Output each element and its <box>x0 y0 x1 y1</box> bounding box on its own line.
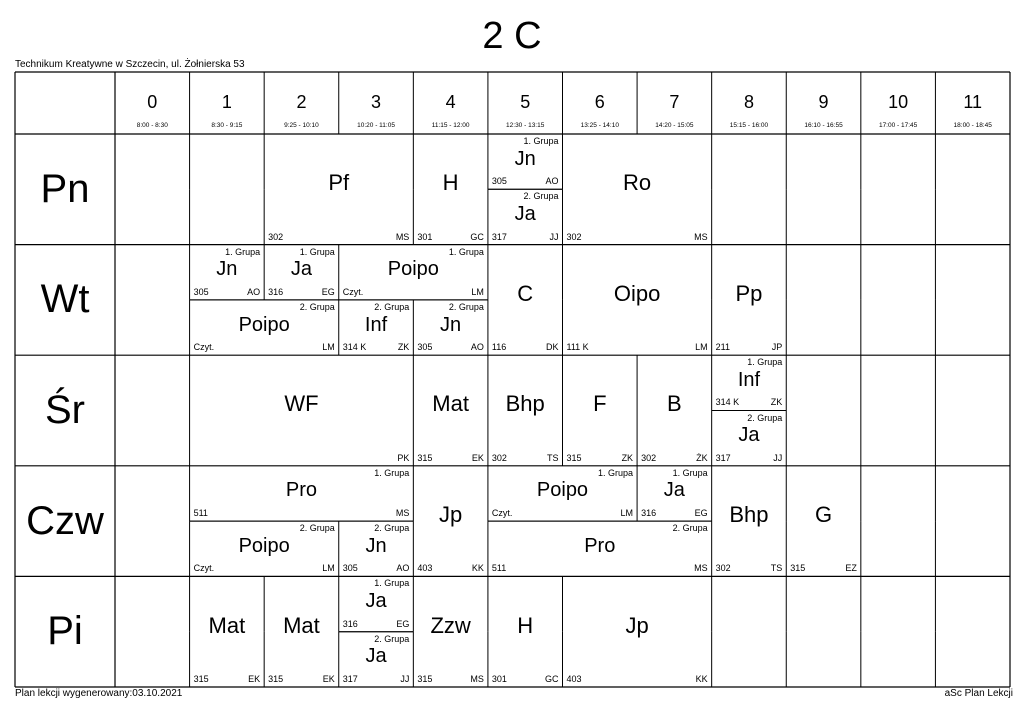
lesson-cell <box>712 411 787 466</box>
lesson-room: 305 <box>193 286 209 297</box>
lesson-cell <box>488 466 637 521</box>
lesson-subject: Ja <box>514 202 536 225</box>
lesson-group: 2. Grupa <box>747 412 783 423</box>
lesson-room: 302 <box>641 452 657 463</box>
lesson-teacher: EK <box>322 673 335 684</box>
lesson-teacher: LM <box>471 286 484 297</box>
lesson-group: 2. Grupa <box>374 633 410 644</box>
lesson-cell <box>339 300 414 355</box>
lesson-teacher: EG <box>321 286 335 297</box>
lesson-teacher: JJ <box>773 452 783 463</box>
period-header <box>712 72 787 134</box>
lesson-teacher: TS <box>546 452 559 463</box>
lesson-room: 316 <box>342 618 358 629</box>
lesson-group: 2. Grupa <box>299 301 335 312</box>
lesson-cell <box>563 576 712 687</box>
lesson-subject: Jn <box>440 313 462 336</box>
period-number: 10 <box>888 92 909 112</box>
period-header <box>861 72 936 134</box>
lesson-subject: C <box>517 280 534 306</box>
lesson-subject: Poipo <box>387 258 439 281</box>
lesson-room: 314 K <box>342 342 367 353</box>
timetable-grid <box>15 72 1010 687</box>
lesson-subject: Mat <box>432 391 469 417</box>
lesson-teacher: TS <box>770 563 783 574</box>
lesson-group: 2. Grupa <box>448 301 484 312</box>
lesson-room: 315 <box>417 673 433 684</box>
day-label: Czw <box>26 498 104 543</box>
lesson-teacher: AO <box>396 563 410 574</box>
lesson-teacher: MS <box>694 563 708 574</box>
lesson-room: 315 <box>193 673 209 684</box>
lesson-cell <box>488 521 712 576</box>
period-number: 7 <box>669 92 680 112</box>
lesson-room: 316 <box>268 286 284 297</box>
period-number: 2 <box>296 92 307 112</box>
period-number: 3 <box>371 92 382 112</box>
lesson-group: 1. Grupa <box>598 467 634 478</box>
lesson-cell <box>488 576 563 687</box>
period-header <box>637 72 712 134</box>
lesson-cell <box>413 355 488 466</box>
lesson-teacher: LM <box>322 342 335 353</box>
lesson-teacher: LM <box>695 342 708 353</box>
lesson-subject: WF <box>284 391 319 417</box>
lesson-room: 301 <box>491 673 507 684</box>
lesson-teacher: EK <box>248 673 261 684</box>
lesson-subject: Ja <box>290 258 312 281</box>
lesson-subject: Oipo <box>613 280 661 306</box>
lesson-teacher: EZ <box>845 563 857 574</box>
lesson-cell <box>413 466 488 577</box>
lesson-subject: Bhp <box>729 502 769 528</box>
lesson-cell <box>264 245 339 300</box>
lesson-room: 302 <box>715 563 731 574</box>
lesson-room: 317 <box>342 673 358 684</box>
school-name: Technikum Kreatywne w Szczecin, ul. Żołnierska 53 <box>15 59 245 70</box>
lesson-subject: G <box>814 502 833 528</box>
lesson-subject: Ja <box>365 645 387 668</box>
lesson-subject: Pro <box>285 479 318 502</box>
lesson-teacher: EG <box>396 618 410 629</box>
lesson-cell <box>339 521 414 576</box>
lesson-room: 317 <box>491 231 507 242</box>
generated-note: Plan lekcji wygenerowany:03.10.2021 <box>15 688 183 699</box>
lesson-room: 315 <box>417 452 433 463</box>
lesson-cell <box>190 300 339 355</box>
lesson-teacher: EG <box>694 508 708 519</box>
lesson-subject: Inf <box>364 313 388 336</box>
lesson-subject: Poipo <box>536 479 589 502</box>
lesson-subject: Ja <box>663 479 685 502</box>
period-header <box>786 72 861 134</box>
lesson-group: 1. Grupa <box>374 467 410 478</box>
period-header <box>339 72 414 134</box>
period-number: 0 <box>147 92 158 112</box>
period-time: 10:20 - 11:05 <box>357 122 395 129</box>
day-label: Śr <box>45 387 85 432</box>
period-time: 11:15 - 12:00 <box>431 122 470 129</box>
lesson-cell <box>264 576 339 687</box>
lesson-cell <box>712 466 787 577</box>
lesson-subject: B <box>667 391 682 417</box>
lesson-teacher: PK <box>397 452 410 463</box>
lesson-cell <box>637 466 712 521</box>
lesson-cell <box>413 576 488 687</box>
lesson-teacher: DK <box>545 342 559 353</box>
period-header <box>190 72 265 134</box>
lesson-subject: Jp <box>625 612 649 638</box>
lesson-teacher: MS <box>395 508 410 519</box>
lesson-subject: Mat <box>208 612 246 638</box>
lesson-teacher: JJ <box>400 673 410 684</box>
lesson-subject: Bhp <box>505 391 545 417</box>
lesson-room: 302 <box>491 452 507 463</box>
lesson-room: 403 <box>566 673 582 684</box>
lesson-teacher: JJ <box>549 231 559 242</box>
period-header <box>563 72 638 134</box>
lesson-room: 302 <box>268 231 284 242</box>
lesson-cell <box>488 245 563 356</box>
lesson-cell <box>190 355 414 466</box>
lesson-group: 2. Grupa <box>523 191 559 202</box>
lesson-room: 511 <box>491 563 507 574</box>
period-header <box>935 72 1010 134</box>
lesson-teacher: LM <box>620 508 634 519</box>
lesson-group: 1. Grupa <box>672 467 708 478</box>
period-number: 5 <box>520 92 531 112</box>
day-label: Pn <box>40 166 90 211</box>
lesson-cell <box>563 245 712 356</box>
lesson-room: 302 <box>566 231 582 242</box>
lesson-room: 315 <box>268 673 284 684</box>
lesson-cell <box>712 245 787 356</box>
lesson-subject: Zzw <box>430 612 471 638</box>
lesson-teacher: ZK <box>397 342 410 353</box>
lesson-room: 315 <box>790 563 806 574</box>
lesson-teacher: ZK <box>770 397 783 408</box>
period-number: 11 <box>963 92 983 112</box>
lesson-subject: Ja <box>738 424 760 447</box>
lesson-room: Czyt. <box>193 342 215 353</box>
lesson-group: 2. Grupa <box>374 523 410 534</box>
lesson-cell <box>563 134 712 245</box>
lesson-subject: Inf <box>737 368 761 391</box>
lesson-teacher: LM <box>322 563 335 574</box>
lesson-room: 116 <box>491 342 507 353</box>
period-time: 8:30 - 9:15 <box>211 122 243 129</box>
lesson-subject: Mat <box>283 612 320 638</box>
lesson-teacher: AO <box>247 286 261 297</box>
lesson-teacher: MS <box>395 231 410 242</box>
lesson-cell <box>712 355 787 410</box>
lesson-room: Czyt. <box>342 286 364 297</box>
lesson-subject: Jn <box>216 258 238 281</box>
lesson-teacher: KK <box>695 673 708 684</box>
lesson-group: 1. Grupa <box>448 246 484 257</box>
lesson-subject: Poipo <box>238 534 290 557</box>
period-number: 4 <box>445 92 456 112</box>
lesson-cell <box>786 466 861 577</box>
lesson-cell <box>339 245 488 300</box>
day-label: Wt <box>40 277 90 322</box>
lesson-cell <box>563 355 638 466</box>
lesson-teacher: GC <box>544 673 559 684</box>
lesson-teacher: KK <box>471 563 484 574</box>
lesson-teacher: GC <box>470 231 484 242</box>
period-time: 8:00 - 8:30 <box>136 122 168 129</box>
lesson-cell <box>488 134 563 189</box>
lesson-room: 315 <box>566 452 582 463</box>
day-label: Pi <box>47 609 83 654</box>
lesson-room: 301 <box>417 231 433 242</box>
lesson-cell <box>339 576 414 631</box>
period-header <box>413 72 488 134</box>
lesson-group: 2. Grupa <box>672 523 708 534</box>
period-time: 17:00 - 17:45 <box>878 122 918 129</box>
lesson-subject: Jp <box>438 502 463 528</box>
lesson-group: 1. Grupa <box>225 246 261 257</box>
lesson-room: 305 <box>491 176 507 187</box>
lesson-cell <box>413 134 488 245</box>
lesson-subject: F <box>593 391 607 417</box>
lesson-room: 211 <box>715 342 731 353</box>
lesson-room: 305 <box>417 342 433 353</box>
lesson-group: 1. Grupa <box>747 357 783 368</box>
lesson-teacher: AO <box>470 342 484 353</box>
lesson-room: 314 K <box>715 397 740 408</box>
lesson-subject: Ro <box>623 170 652 196</box>
period-number: 1 <box>221 92 232 112</box>
lesson-teacher: EK <box>471 452 484 463</box>
lesson-subject: H <box>517 612 534 638</box>
lesson-subject: Pro <box>584 534 616 557</box>
period-time: 13:25 - 14:10 <box>580 122 619 129</box>
lesson-subject: Pf <box>328 170 350 196</box>
lesson-cell <box>190 245 265 300</box>
period-time: 18:00 - 18:45 <box>953 122 992 129</box>
lesson-subject: Jn <box>365 534 387 557</box>
lesson-subject: H <box>442 170 459 196</box>
lesson-cell <box>190 466 414 521</box>
lesson-room: Czyt. <box>193 563 215 574</box>
period-header <box>264 72 339 134</box>
period-time: 16:10 - 16:55 <box>804 122 843 129</box>
lesson-room: 305 <box>342 563 358 574</box>
lesson-room: 111 K <box>566 342 589 353</box>
lesson-cell <box>190 521 339 576</box>
period-time: 9:25 - 10:10 <box>284 122 319 129</box>
period-time: 15:15 - 16:00 <box>729 122 769 129</box>
period-header <box>115 72 190 134</box>
period-number: 9 <box>818 92 829 112</box>
lesson-teacher: JP <box>771 342 783 353</box>
lesson-group: 2. Grupa <box>299 523 335 534</box>
lesson-cell <box>190 576 265 687</box>
lesson-group: 2. Grupa <box>374 301 410 312</box>
lesson-teacher: ZK <box>621 452 634 463</box>
lesson-subject: Pp <box>735 280 763 306</box>
lesson-group: 1. Grupa <box>523 136 559 146</box>
page-title: 2 C <box>482 15 542 57</box>
lesson-subject: Ja <box>365 590 387 613</box>
lesson-teacher: MS <box>470 673 484 684</box>
lesson-subject: Poipo <box>238 313 290 336</box>
lesson-teacher: AO <box>545 176 559 187</box>
lesson-room: 511 <box>193 508 208 519</box>
lesson-room: 403 <box>417 563 433 574</box>
lesson-cell <box>339 632 414 687</box>
lesson-cell <box>413 300 488 355</box>
lesson-cell <box>637 355 712 466</box>
lesson-room: 317 <box>715 452 731 463</box>
lesson-room: 316 <box>641 508 657 519</box>
lesson-group: 1. Grupa <box>299 246 335 257</box>
lesson-subject: Jn <box>514 147 536 170</box>
period-time: 12:30 - 13:15 <box>506 122 545 129</box>
period-header <box>488 72 563 134</box>
period-number: 8 <box>743 92 754 112</box>
lesson-cell <box>264 134 413 245</box>
app-credit: aSc Plan Lekcji <box>944 688 1013 699</box>
period-time: 14:20 - 15:05 <box>655 122 694 129</box>
period-number: 6 <box>594 92 605 112</box>
lesson-group: 1. Grupa <box>374 578 410 589</box>
lesson-cell <box>488 189 563 244</box>
lesson-teacher: ŻK <box>696 452 708 463</box>
lesson-teacher: MS <box>694 231 708 242</box>
lesson-room: Czyt. <box>491 508 513 519</box>
lesson-cell <box>488 355 563 466</box>
